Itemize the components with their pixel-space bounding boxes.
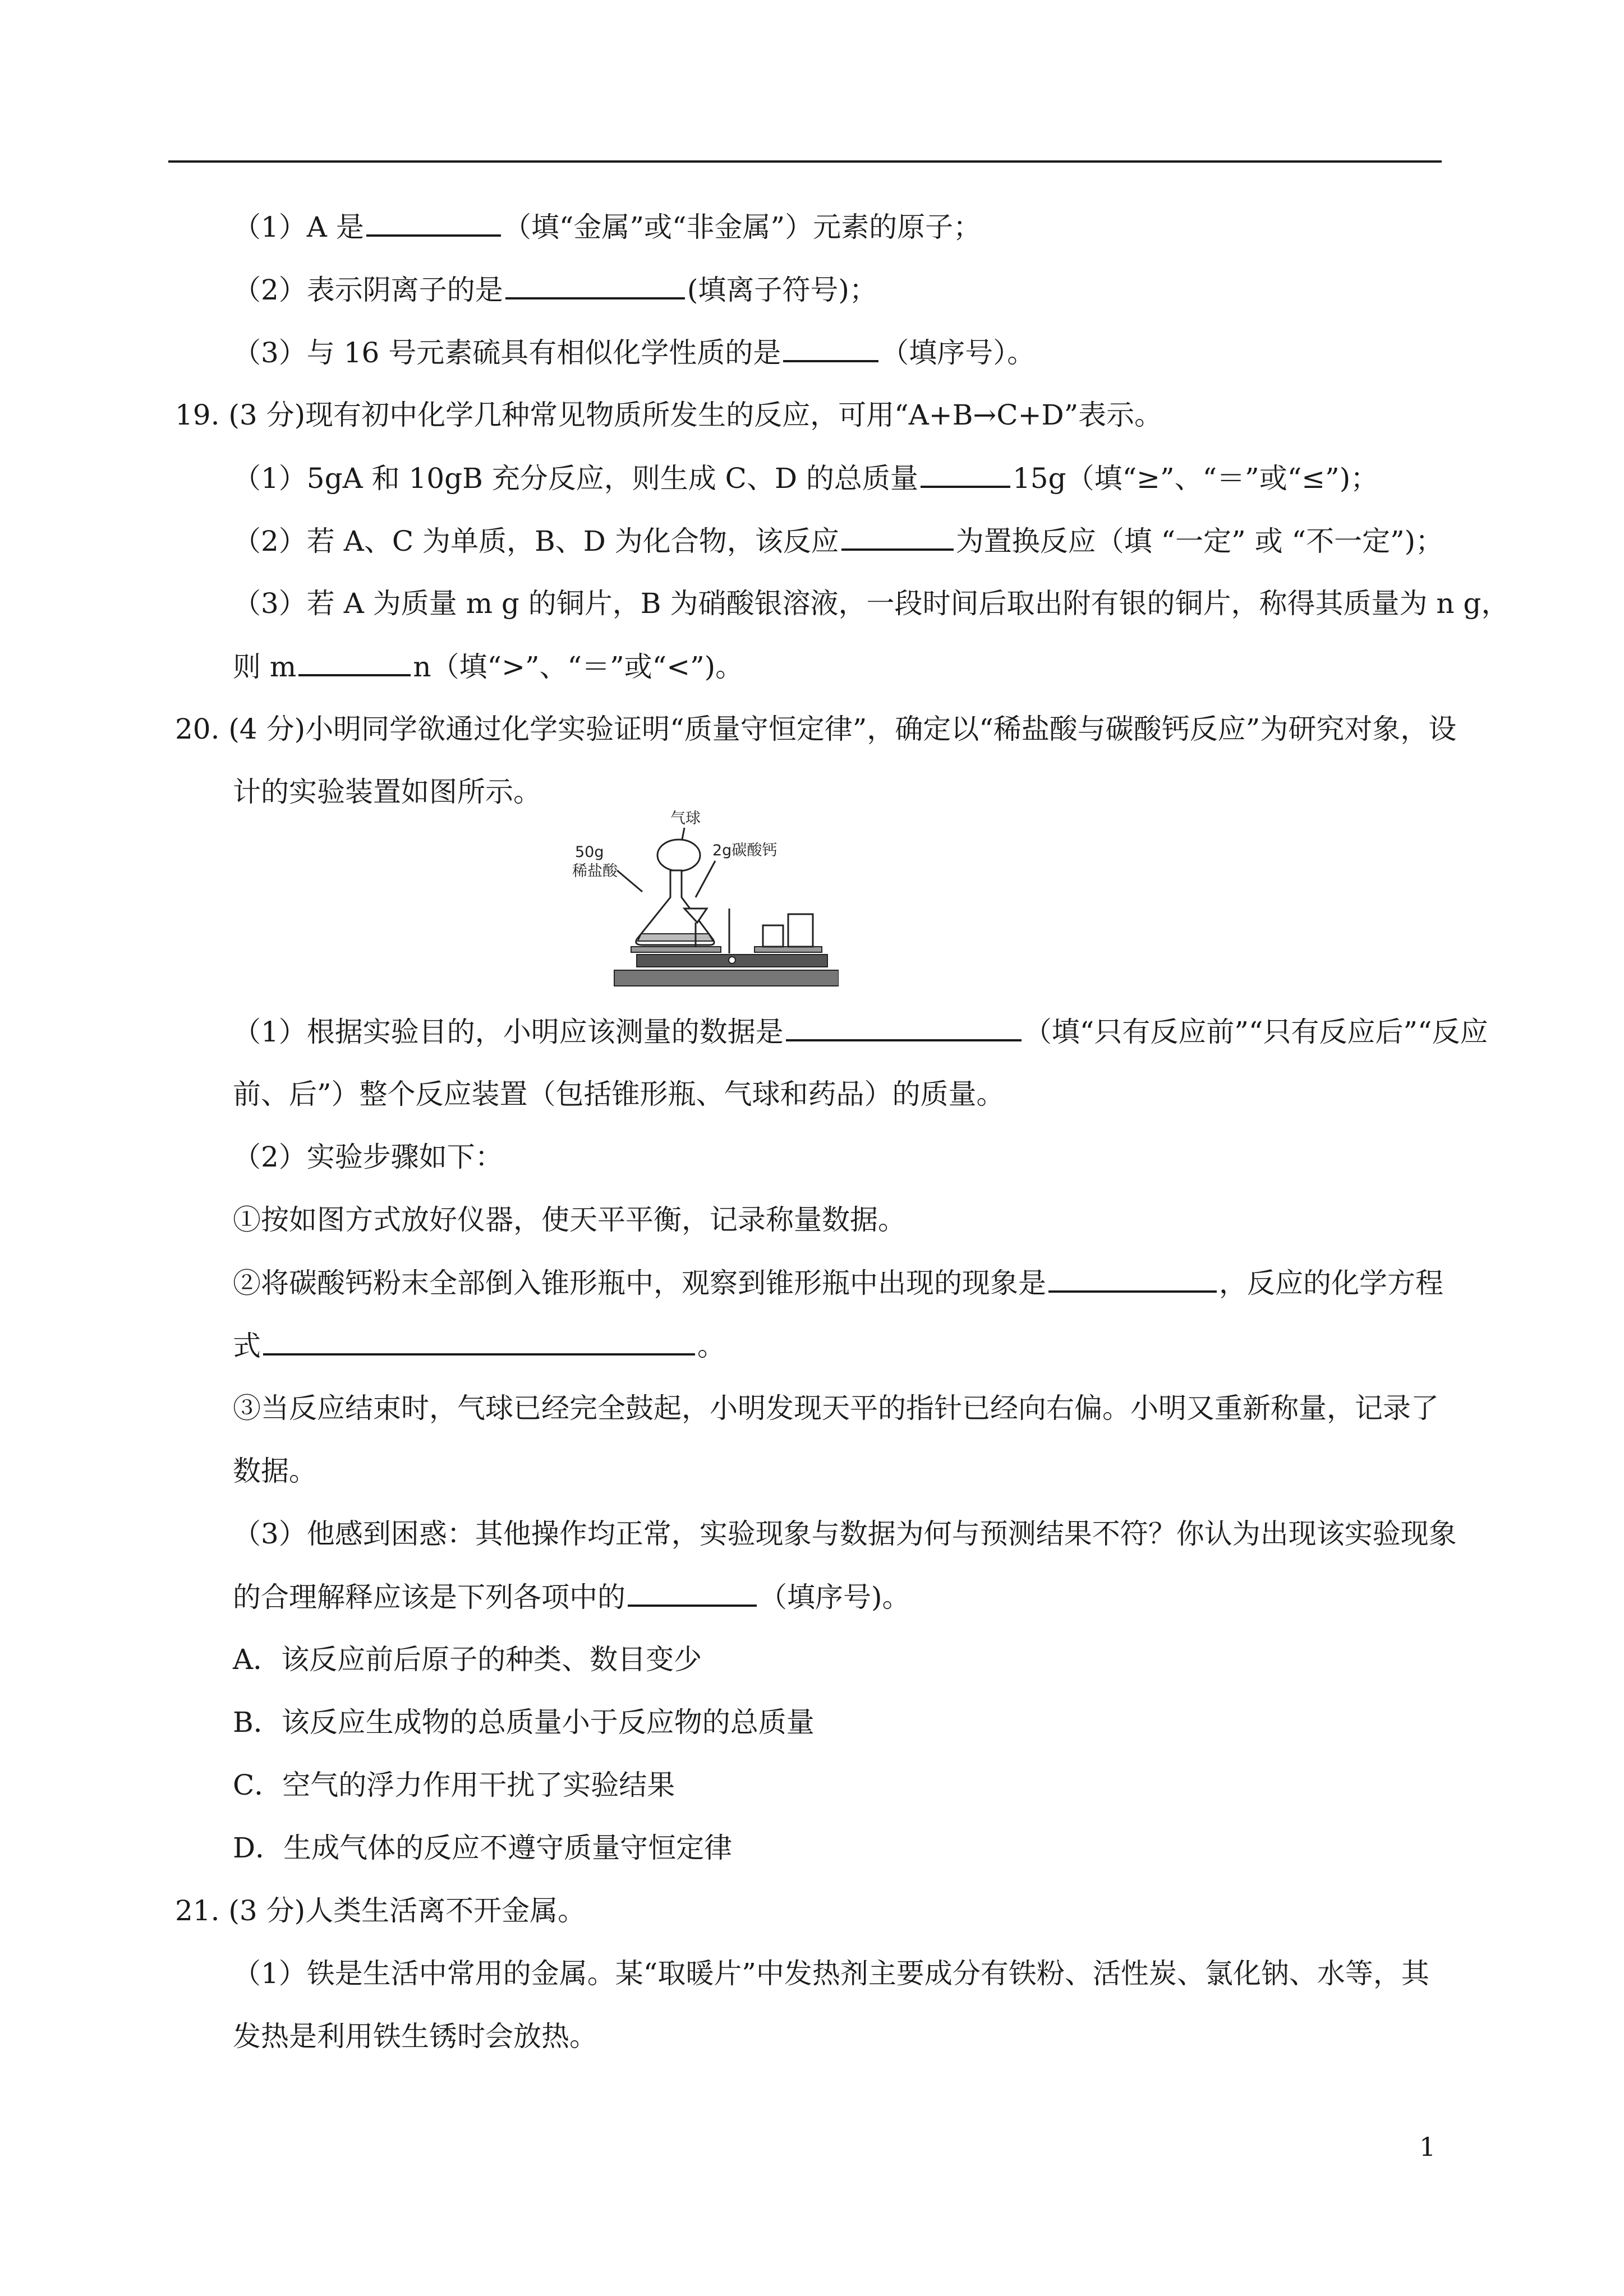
q19-part2: （2）若 A、C 为单质，B、D 为化合物，该反应 为置换反应（填 “一定” 或 “不一定”)； — [233, 523, 1443, 559]
q19-part3: （3）若 A 为质量 m g 的铜片，B 为硝酸银溶液，一段时间后取出附有银的铜片，称得其质量为 n g， — [233, 587, 1510, 620]
q20-step2: ②将碳酸钙粉末全部倒入锥形瓶中，观察到锥形瓶中出现的现象是 ，反应的化学方程 — [233, 1265, 1443, 1301]
q19-title: 19. (3 分)现有初中化学几种常见物质所发生的反应，可用“A+B→C+D”表示。 — [175, 399, 1163, 431]
q20-step2-cont: 式 。 — [233, 1327, 725, 1364]
q20-step1: ①按如图方式放好仪器，使天平平衡，记录称量数据。 — [233, 1204, 906, 1236]
answer-blank[interactable] — [786, 1013, 1022, 1041]
q20-title: 20. (4 分)小明同学欲通过化学实验证明“质量守恒定律”，确定以“稀盐酸与碳酸钙反应”为研究对象，设 — [175, 713, 1457, 745]
q20-part1: （1）根据实验目的，小明应该测量的数据是 （填“只有反应前”“只有反应后”“反应 — [233, 1013, 1488, 1050]
label-balloon: 气球 — [670, 810, 701, 827]
q19-part1: （1）5gA 和 10gB 充分反应，则生成 C、D 的总质量 15g（填“≥”、“＝”或“≤”)； — [233, 460, 1378, 496]
q20-step3: ③当反应结束时，气球已经完全鼓起，小明发现天平的指针已经向右偏。小明又重新称量，记录了 — [233, 1392, 1439, 1424]
answer-blank[interactable] — [366, 209, 501, 237]
q21-part1: （1）铁是生活中常用的金属。某“取暖片”中发热剂主要成分有铁粉、活性炭、氯化钠、水等，其 — [233, 1957, 1429, 1990]
header-rule — [168, 160, 1442, 163]
q20-option-d[interactable]: D．生成气体的反应不遵守质量守恒定律 — [233, 1832, 733, 1864]
q20-title-cont: 计的实验装置如图所示。 — [233, 776, 541, 808]
q21-part1-cont: 发热是利用铁生锈时会放热。 — [233, 2020, 597, 2053]
answer-blank[interactable] — [298, 648, 411, 676]
q20-part3-cont: 的合理解释应该是下列各项中的 （填序号)。 — [233, 1579, 910, 1615]
answer-blank[interactable] — [1048, 1265, 1217, 1293]
label-acid-mass: 50g — [575, 843, 604, 861]
answer-blank[interactable] — [628, 1579, 757, 1607]
q21-title: 21. (3 分)人类生活离不开金属。 — [175, 1894, 586, 1927]
label-acid: 稀盐酸 — [572, 863, 618, 880]
label-caco3: 2g碳酸钙 — [712, 842, 778, 859]
q18-part1: （1）A 是 （填“金属”或“非金属”）元素的原子； — [233, 209, 981, 245]
q18-part3: （3）与 16 号元素硫具有相似化学性质的是 （填序号）。 — [233, 334, 1035, 371]
q20-option-c[interactable]: C．空气的浮力作用干扰了实验结果 — [233, 1769, 675, 1801]
q20-part3: （3）他感到困惑：其他操作均正常，实验现象与数据为何与预测结果不符？你认为出现该实验现象 — [233, 1518, 1457, 1550]
answer-blank[interactable] — [263, 1327, 695, 1356]
q20-part1-cont: 前、后”）整个反应装置（包括锥形瓶、气球和药品）的质量。 — [233, 1078, 1005, 1110]
q19-part3-cont: 则 m n（填“>”、“＝”或“<”)。 — [233, 648, 743, 685]
q20-part2: （2）实验步骤如下： — [233, 1141, 503, 1173]
page-number: 1 — [1419, 2132, 1436, 2162]
q20-option-b[interactable]: B．该反应生成物的总质量小于反应物的总质量 — [233, 1706, 815, 1739]
q18-part2: （2）表示阴离子的是 (填离子符号)； — [233, 271, 877, 308]
answer-blank[interactable] — [841, 523, 954, 551]
q20-option-a[interactable]: A．该反应前后原子的种类、数目变少 — [233, 1643, 702, 1676]
answer-blank[interactable] — [921, 460, 1010, 488]
q20-step3-cont: 数据。 — [233, 1455, 317, 1487]
balance-apparatus-figure — [569, 808, 839, 993]
answer-blank[interactable] — [783, 334, 878, 362]
answer-blank[interactable] — [505, 271, 685, 299]
